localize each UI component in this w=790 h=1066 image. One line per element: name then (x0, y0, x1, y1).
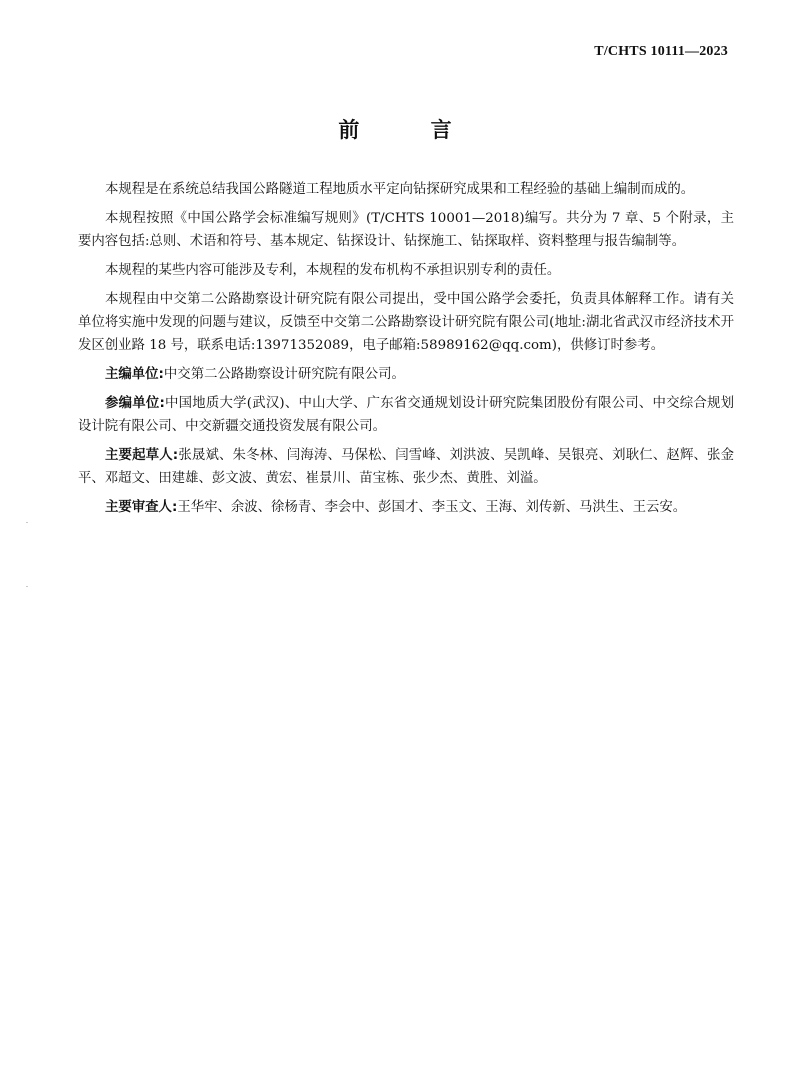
paragraph-participating-units (78, 392, 734, 438)
paragraph-label: 主编单位: (105, 367, 164, 382)
paragraph-text: 本规程是在系统总结我国公路隧道工程地质水平定向钻探研究成果和工程经验的基础上编制而成的。 (105, 182, 695, 197)
paragraph-text: 本规程按照《中国公路学会标准编写规则》(T/CHTS 10001—2018)编写。共分为 7 章、5 个附录，主要内容包括:总则、术语和符号、基本规定、钻探设计、钻探施工、钻探取样、资料整理与报告编制等。 (78, 211, 734, 249)
paragraph-main-drafters (78, 444, 734, 490)
page-title: 前 言 (338, 118, 484, 142)
paragraph-structure (78, 207, 734, 253)
paragraph-chief-editor-unit (78, 363, 734, 386)
paragraph-label: 主要起草人: (105, 448, 179, 463)
scan-mark (26, 522, 28, 523)
standard-code: T/CHTS 10111—2023 (594, 44, 728, 59)
paragraph-patent-notice (78, 259, 734, 282)
paragraph-compilation-basis (78, 178, 734, 201)
paragraph-label: 参编单位: (105, 396, 165, 411)
paragraph-text: 王华牢、余波、徐杨青、李会中、彭国才、李玉文、王海、刘传新、马洪生、王云安。 (177, 500, 687, 515)
scan-mark (26, 586, 28, 587)
paragraph-text: 张晟斌、朱冬林、闫海涛、马保松、闫雪峰、刘洪波、吴凯峰、吴银亮、刘耿仁、赵辉、张金平、邓超文、田建雄、彭文波、黄宏、崔景川、苗宝栋、张少杰、黄胜、刘溢。 (78, 448, 735, 486)
paragraph-text: 中交第二公路勘察设计研究院有限公司。 (163, 367, 405, 382)
paragraph-text: 中国地质大学(武汉)、中山大学、广东省交通规划设计研究院集团股份有限公司、中交综合规划设计院有限公司、中交新疆交通投资发展有限公司。 (78, 396, 734, 434)
paragraph-text: 本规程由中交第二公路勘察设计研究院有限公司提出，受中国公路学会委托，负责具体解释工作。请有关单位将实施中发现的问题与建议，反馈至中交第二公路勘察设计研究院有限公司(地址:湖北省武汉市经济技术开发区创业路 18 号，联系电话:13971352089，电子邮箱:58989162@qq.com)，供修订时参考。 (78, 292, 734, 353)
paragraph-label: 主要审查人: (105, 500, 178, 515)
paragraph-main-reviewers (78, 496, 734, 519)
paragraph-text: 本规程的某些内容可能涉及专利，本规程的发布机构不承担识别专利的责任。 (105, 263, 561, 278)
preface-body (78, 178, 734, 525)
paragraph-contact (78, 288, 734, 357)
